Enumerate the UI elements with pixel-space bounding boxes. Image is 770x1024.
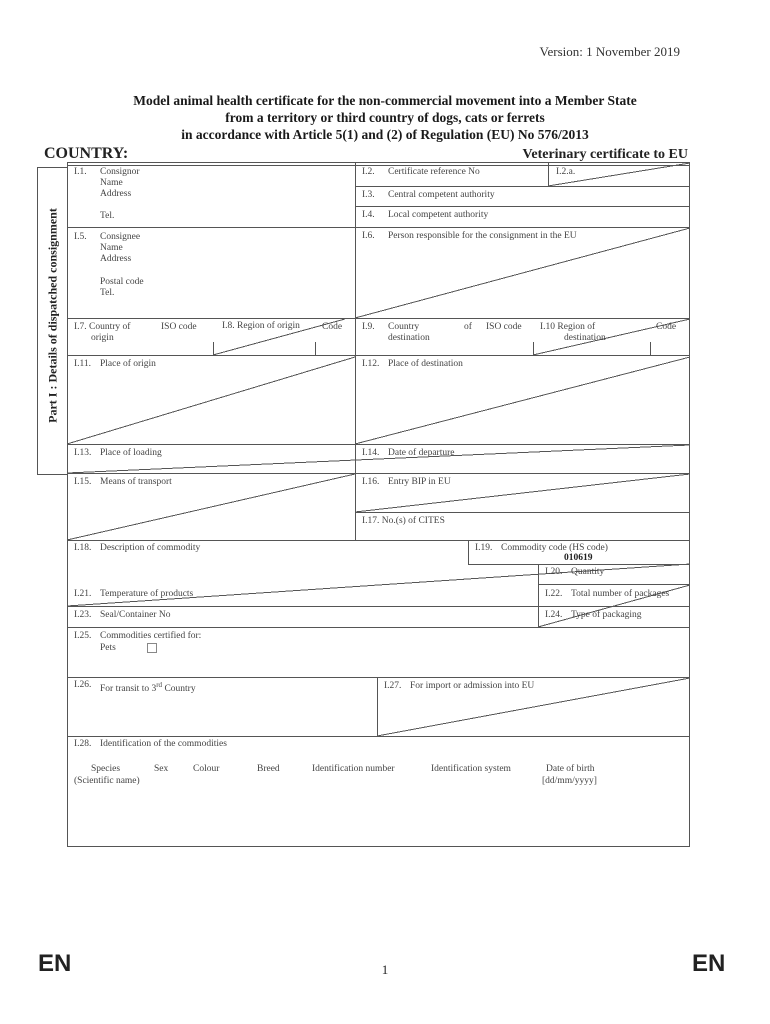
- field-i13-num: I.13.: [74, 448, 92, 458]
- column-date-of-birth-sub: [dd/mm/yyyy]: [542, 776, 597, 786]
- field-i15-num: I.15.: [74, 477, 92, 487]
- field-i12-num: I.12.: [362, 359, 380, 369]
- language-code-right: EN: [692, 950, 726, 977]
- field-i18-label: Description of commodity: [100, 543, 201, 553]
- field-i3-num: I.3.: [362, 190, 375, 200]
- part-one-text: Part I : Details of dispatched consignment: [45, 208, 60, 423]
- field-i19-label: Commodity code (HS code): [501, 543, 608, 553]
- field-i5-num: I.5.: [74, 232, 87, 242]
- field-i5-address: Address: [100, 254, 132, 264]
- field-i19-num: I.19.: [475, 543, 493, 553]
- column-identification-number: Identification number: [312, 764, 395, 774]
- field-i26-label-sup: rd: [156, 681, 163, 689]
- field-i9-destination: destination: [388, 333, 430, 343]
- field-i16-label: Entry BIP in EU: [388, 477, 451, 487]
- column-species-sub: (Scientific name): [74, 776, 140, 786]
- column-breed: Breed: [257, 764, 280, 774]
- field-i10-label: I.10 Region of: [540, 322, 596, 332]
- field-i10-destination: destination: [564, 333, 606, 343]
- field-i8-code: Code: [322, 322, 343, 332]
- field-i11-num: I.11.: [74, 359, 92, 369]
- field-i9-iso: ISO code: [486, 322, 522, 332]
- field-i23-num: I.23.: [74, 610, 92, 620]
- field-i5-name: Name: [100, 243, 123, 253]
- field-i6-label: Person responsible for the consignment in the EU: [388, 231, 577, 241]
- field-i23-label: Seal/Container No: [100, 610, 171, 620]
- field-i26-label-post: Country: [162, 684, 196, 695]
- field-i4-label: Local competent authority: [388, 210, 489, 220]
- field-i16-num: I.16.: [362, 477, 380, 487]
- field-i14-label: Date of departure: [388, 448, 455, 458]
- field-i21-label: Temperature of products: [100, 589, 194, 599]
- field-i9-num: I.9.: [362, 322, 375, 332]
- title-line-1: Model animal health certificate for the non-commercial movement into a Member State: [133, 93, 637, 108]
- field-i17-label: I.17. No.(s) of CITES: [362, 516, 445, 526]
- field-i11-label: Place of origin: [100, 359, 156, 369]
- field-i25-label: Commodities certified for:: [100, 631, 202, 641]
- field-i19-value: 010619: [564, 553, 593, 563]
- field-i5-tel: Tel.: [100, 288, 115, 298]
- title-line-2: from a territory or third country of dogs, cats or ferrets: [225, 110, 545, 125]
- column-date-of-birth: Date of birth: [546, 764, 595, 774]
- field-i2-label: Certificate reference No: [388, 167, 480, 177]
- field-i25-pets: Pets: [100, 643, 116, 653]
- field-i9-of: of: [464, 322, 472, 332]
- column-species: Species: [91, 764, 121, 774]
- field-i2-num: I.2.: [362, 167, 375, 177]
- field-i26-num: I.26.: [74, 680, 92, 690]
- field-i15-label: Means of transport: [100, 477, 172, 487]
- field-i9-label: Country: [388, 322, 420, 332]
- title-line-3: in accordance with Article 5(1) and (2) of Regulation (EU) No 576/2013: [181, 127, 589, 142]
- column-sex: Sex: [154, 764, 169, 774]
- field-i26-label-pre: For transit to 3: [100, 684, 157, 695]
- field-i10-code: Code: [656, 322, 677, 332]
- column-colour: Colour: [193, 764, 220, 774]
- pets-checkbox[interactable]: [147, 643, 157, 653]
- column-identification-system: Identification system: [431, 764, 511, 774]
- field-i24-num: I.24.: [545, 610, 563, 620]
- field-i7-label: I.7. Country of: [74, 322, 131, 332]
- vet-cert-label: Veterinary certificate to EU: [522, 147, 688, 162]
- field-i18-num: I.18.: [74, 543, 92, 553]
- country-label: COUNTRY:: [44, 145, 129, 162]
- field-i1-name: Name: [100, 178, 123, 188]
- language-code-left: EN: [38, 950, 72, 977]
- field-i7-iso: ISO code: [161, 322, 197, 332]
- field-i6-num: I.6.: [362, 231, 375, 241]
- page-number: 1: [381, 962, 389, 977]
- field-i27-num: I.27.: [384, 681, 402, 691]
- field-i3-label: Central competent authority: [388, 190, 495, 200]
- field-i5-consignee: Consignee: [100, 232, 141, 242]
- field-i2a-label: I.2.a.: [556, 167, 576, 177]
- field-i7-origin: origin: [91, 333, 114, 343]
- field-i20-num: I.20.: [545, 567, 563, 577]
- field-i5-postal: Postal code: [100, 277, 144, 287]
- field-i21-num: I.21.: [74, 589, 92, 599]
- field-i1-num: I.1.: [74, 167, 87, 177]
- field-i1-tel: Tel.: [100, 211, 115, 221]
- field-i1-address: Address: [100, 189, 132, 199]
- field-i20-label: Quantity: [571, 567, 605, 577]
- field-i22-label: Total number of packages: [571, 589, 670, 599]
- field-i13-label: Place of loading: [100, 448, 162, 458]
- field-i12-label: Place of destination: [388, 359, 463, 369]
- field-i28-label: Identification of the commodities: [100, 739, 227, 749]
- field-i14-num: I.14.: [362, 448, 380, 458]
- field-i1-consignor: Consignor: [100, 167, 140, 177]
- field-i25-num: I.25.: [74, 631, 92, 641]
- field-i4-num: I.4.: [362, 210, 375, 220]
- field-i24-label: Type of packaging: [571, 610, 642, 620]
- field-i27-label: For import or admission into EU: [410, 681, 535, 691]
- field-i26-label: [100, 680, 196, 695]
- field-i22-num: I.22.: [545, 589, 563, 599]
- version-label: Version: 1 November 2019: [539, 44, 680, 59]
- field-i28-num: I.28.: [74, 739, 92, 749]
- field-i8-label: I.8. Region of origin: [222, 321, 300, 331]
